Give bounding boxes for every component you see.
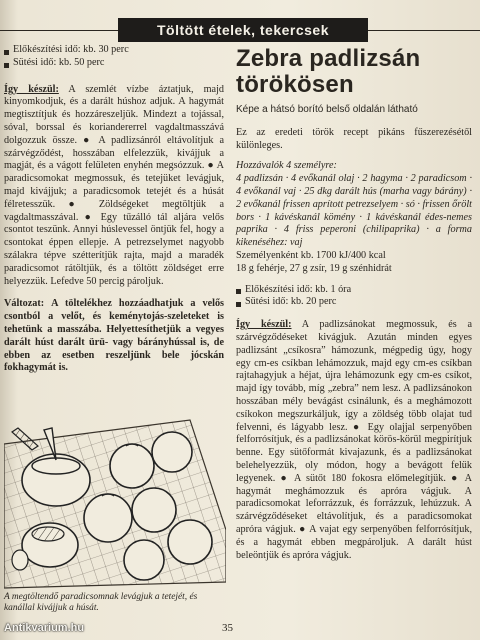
header-rule-left [0, 30, 118, 31]
recipe-title-line2: törökösen [236, 71, 354, 98]
left-variation [4, 298, 224, 375]
right-method [236, 319, 472, 562]
ingredients [236, 160, 472, 250]
recipe-intro: Ez az eredeti török recept pikáns fűszerezésétől különleges. [236, 126, 472, 151]
ingredients-text: 4 padlizsán · 4 evőkanál olaj · 2 hagyma · 2 paradicsom · 4 evőkanál vaj · 25 dkg darált hús (marha vagy bárány) · 2 evőkanál frissen aprított petrezselyem · só · frissen őrölt bors · 1 kávéskanál kömény · 1 kávéskanál édes-nemes paprika · 4 friss peperoni (chilipaprika) · a forma kikenéséhez: vaj [236, 173, 472, 249]
variation-label: Változat: [4, 298, 45, 310]
right-method-text: A padlizsánokat megmossuk, és a szárvégződéseket kivágjuk. Azután minden egyes padlizsánt „csíkosra” hámozunk, mégpedig úgy, hogy egy cm-es csíkban lehámozzuk, majd egy cm-es csíkban rajtahagyjuk a héjat, újra lehámozunk egy cm-es csíkot, majd így tovább, míg „zebra” nem lesz. A padlizsánokon hosszában mély bevágást csinálunk, és a meghámozott csíkokon megszurkáljuk, így a zöldség több olajat tud felvenni, és lágyabb lesz. ● Egy olajjal serpenyőben felforrósítjuk, és a padlizsánokat körös-körül megpirítjuk benne. Egy sütőformát kivajazunk, és a padlizsánokat belehelyezzük, oly módon, hogy a bevágott felük legyenek. ● A sütőt 180 fokosra előmelegítjük. ● A hagymát meghámozzuk és apróra vágjuk. A paradicsomokat leforrázzuk, és forrázzuk, lehúzzuk. A szárvégződéseket eltávolítjuk, és a paradicsomokat apróra vágjuk. ● A vajat egy serpenyőben felforrósítjuk, és a hagymát ebben megpároljuk. A darált húst beleöntjük és apróra vágjuk. [236, 319, 472, 561]
section-header: Töltött ételek, tekercsek [118, 18, 368, 42]
method-text: A szemlét vízbe áztatjuk, majd kinyomkodjuk, és a darált húshoz adjuk. A hagymát megtisztítjuk és hozzáreszeljük. Mindezt a tojással, sóval, borssal és koriandererrel vagdaltmasszává dolgozzuk össze. ● A padlizsánról eltávolítjuk a szárvégződést, hosszában elfelezzük, kivájjuk a magját, és a vágott felületen enyhén megsózzuk. ● A paradicsomokat megmossuk, és tetejüket levágjuk, majd kivájjuk; a paradicsomok tetejét és a húsát félretesszük. ● Zöldségeket megtöltjük a vagdaltmasszával. ● Egy tűzálló tál aljára velős csontot teszünk. Annyi húslevessel öntjük fel, hogy a csontokat éppen ellepje. A petrezselymet nagyobb szálakra tépve szétterítjük rajta, majd a maradék paradicsomot rátöltjük, és a töltött zöldséget erre helyezzük. Lefedve 50 percig pároljuk. [4, 83, 225, 287]
nutrition-line2: 18 g fehérje, 27 g zsír, 19 g szénhidrát [236, 262, 392, 274]
nutrition-line1: Személyenként kb. 1700 kJ/400 kcal [236, 249, 386, 261]
stuffing-tomato-illustration [4, 410, 226, 590]
method-label: Így készül: [4, 83, 59, 95]
watermark: Antikvarium.hu [4, 622, 85, 634]
right-column [236, 44, 472, 562]
bullet-square-icon [4, 63, 9, 68]
ingredients-label: Hozzávalók 4 személyre: [236, 160, 337, 172]
left-prep-time: Előkészítési idő: kb. 30 perc [4, 44, 224, 57]
illustration-caption: A megtöltendő paradicsomnak levágjuk a tetejét, és kanállal kivájjuk a húsát. [4, 592, 198, 613]
left-method [4, 84, 224, 289]
right-prep-time: Előkészítési idő: kb. 1 óra [236, 284, 472, 297]
image-note: Képe a hátsó borító belső oldalán látható [236, 104, 418, 115]
recipe-title [236, 46, 472, 98]
variation-text: A töltelékhez hozzáadhatjuk a velős csontból a velőt, és keménytojás-szeleteket is tehetünk a masszába. Helyettesíthetjük a vegyes darált húst darált ürü- vagy bárányhússal is, de ebben az esetben reszeljünk bele jócskán fokhagymát is. [4, 298, 225, 374]
right-cook-time: Sütési idő: kb. 20 perc [236, 296, 472, 309]
left-column [4, 44, 224, 375]
page-number: 35 [222, 622, 233, 634]
right-method-label: Így készül: [236, 319, 292, 331]
header-rule-right [368, 30, 480, 31]
bullet-square-icon [236, 302, 241, 307]
bullet-square-icon [236, 289, 241, 294]
recipe-title-line1: Zebra padlizsán [236, 45, 421, 72]
left-cook-time: Sütési idő: kb. 50 perc [4, 57, 224, 70]
bullet-square-icon [4, 50, 9, 55]
